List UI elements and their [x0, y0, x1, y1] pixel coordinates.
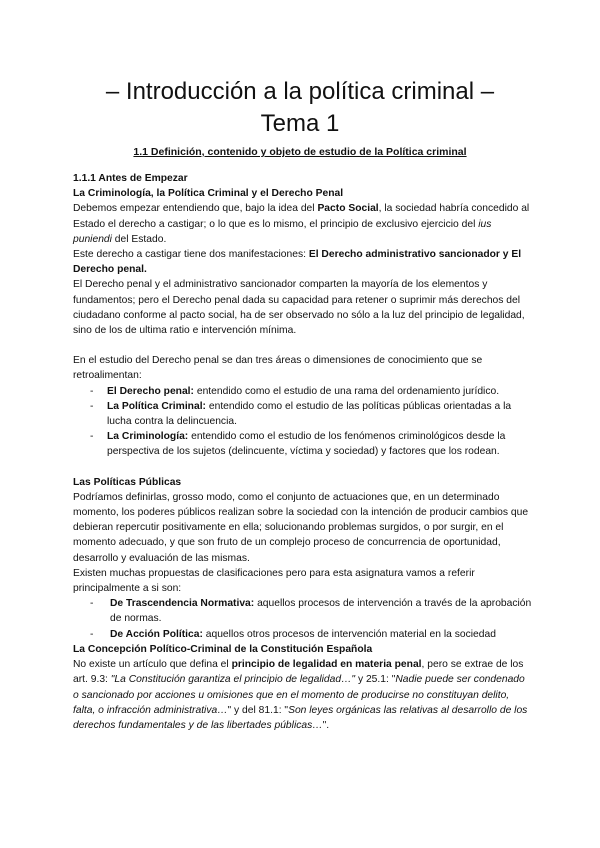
list-item: - El Derecho penal: entendido como el estudio de una rama del ordenamiento jurídico. [90, 385, 500, 397]
list-item: - La Política Criminal: entendido como el estudio de las políticas públicas orientadas a la lucha contra la delincuencia. [90, 400, 512, 428]
paragraph-areas: En el estudio del Derecho penal se dan tres áreas o dimensiones de conocimiento que se retroalimentan: [73, 355, 483, 382]
paragraph-manifestaciones: Este derecho a castigar tiene dos manifestaciones: El Derecho administrativo sancionador y El Derecho penal. [73, 249, 522, 276]
section-title: 1.1 Definición, contenido y objeto de estudio de la Política criminal [133, 146, 467, 158]
document-title-line2: Tema 1 [260, 110, 340, 137]
list-item: - La Criminología: entendido como el estudio de los fenómenos criminológicos desde la perspectiva de los sujetos (delincuente, víctima y sociedad) y factores que los rodean. [90, 431, 506, 458]
list-areas [73, 384, 533, 460]
list-clasificaciones [73, 596, 533, 642]
paragraph-politicas-definicion: Podríamos definirlas, grosso modo, como el conjunto de actuaciones que, en un determinado momento, los poderes públicos realizan sobre la sociedad con la intención de producir cambios que debieran repercutir positivamente en ella; solucionando problemas surgidos, o por surgir, en el momento adecuado, y que son fruto de un complejo proceso de concurrencia de oportunidad, desarrollo y evaluación de las mismas. [73, 491, 529, 564]
document-body [73, 171, 533, 733]
heading-concepcion: La Concepción Político-Criminal de la Constitución Española [73, 643, 373, 655]
document-title-line1: – Introducción a la política criminal – [105, 78, 495, 105]
heading-criminologia: La Criminología, la Política Criminal y el Derecho Penal [73, 188, 344, 200]
paragraph-pacto-social: Debemos empezar entendiendo que, bajo la idea del Pacto Social, la sociedad habría concedido al Estado el derecho a castigar; o lo que es lo mismo, el principio de exclusivo ejercicio del ius puniendi del Estado. [73, 203, 530, 245]
paragraph-derecho-penal: El Derecho penal y el administrativo sancionador comparten la mayoría de los elementos y fundamentos; pero el Derecho penal dada su capacidad para retener o suprimir más derechos del ciudadano conforme al pacto social, ha de ser observado no sólo a la luz del principio de legalidad, sino de los de ultima ratio e intervención mínima. [73, 279, 525, 337]
heading-politicas: Las Políticas Públicas [73, 476, 182, 488]
list-item: - De Trascendencia Normativa: aquellos procesos de intervención a través de la aprobación de normas. [90, 598, 532, 625]
list-item: - De Acción Política: aquellos otros procesos de intervención material en la sociedad [90, 628, 496, 640]
paragraph-clasificaciones: Existen muchas propuestas de clasificaciones pero para esta asignatura vamos a referir principalmente a si son: [73, 567, 475, 595]
paragraph-legalidad: No existe un artículo que defina el principio de legalidad en materia penal, pero se extrae de los art. 9.3: "La Constitución garantiza el principio de legalidad…" y 25.1: "Nadie puede ser condenado o sancionado por acciones u omisiones que en el momento de producirse no constituyan delito, falta, o infracción administrativa…" y del 81.1: "Son leyes orgánicas las relativas al desarrollo de los derechos fundamentales y de las libertades públicas…". [73, 659, 528, 731]
subsection-heading: 1.1.1 Antes de Empezar [73, 173, 188, 184]
